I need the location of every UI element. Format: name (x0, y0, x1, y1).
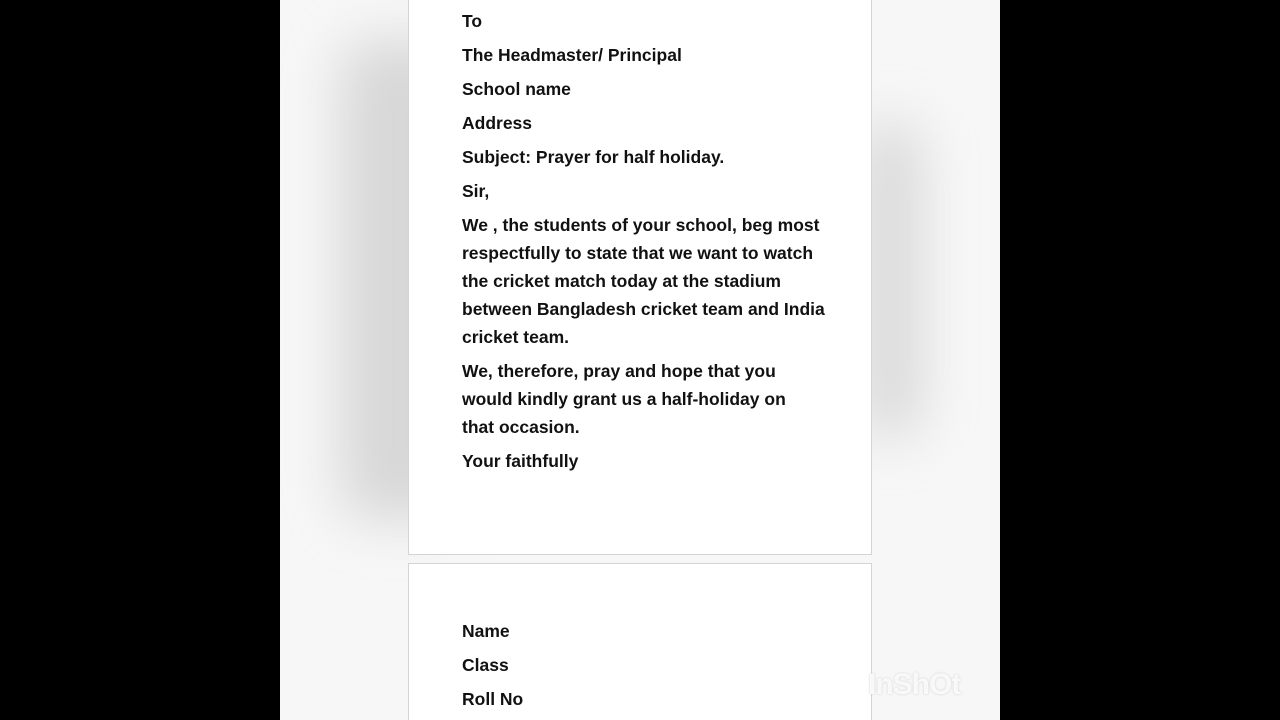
roll-field: Roll No (462, 689, 524, 709)
body-paragraph-2: We, therefore, pray and hope that you would kindly grant us a half-holiday on that occasion. (462, 361, 786, 437)
class-field: Class (462, 655, 509, 675)
address: Address (462, 113, 533, 133)
recipient: The Headmaster/ Principal (462, 45, 682, 65)
body-paragraph-1: We , the students of your school, beg most respectfully to state that we want to watch the cricket match today at the stadium between Bangladesh cricket team and India cricket team. (462, 215, 825, 347)
name-field: Name (462, 621, 510, 641)
closing: Your faithfully (462, 451, 579, 471)
video-frame (280, 0, 1000, 720)
document-page-2 (408, 563, 872, 720)
salutation: Sir, (462, 181, 490, 201)
to-line: To (462, 11, 483, 31)
subject: Subject: Prayer for half holiday. (462, 147, 725, 167)
school-name: School name (462, 79, 571, 99)
document-page-1 (408, 0, 872, 555)
inshot-watermark: InShOt (868, 668, 961, 701)
